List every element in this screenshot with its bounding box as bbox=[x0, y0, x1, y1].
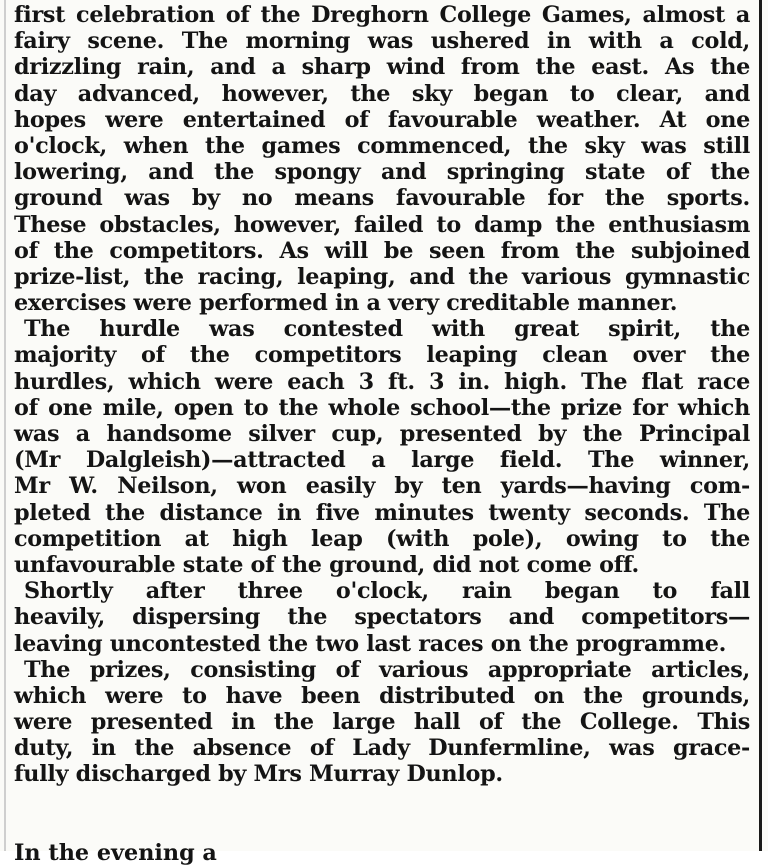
article-line: Shortly after three o'clock, rain began to fall bbox=[24, 578, 750, 605]
article-line: hopes were entertained of favourable weather. At one bbox=[14, 106, 750, 133]
cut-off-line bbox=[14, 840, 750, 866]
article-line: competition at high leap (with pole), owing to the bbox=[14, 525, 750, 552]
left-edge-rule bbox=[4, 0, 6, 851]
article-line: The prizes, consisting of various appropriate articles, bbox=[24, 656, 750, 683]
cut-off-text: In the evening a bbox=[14, 840, 217, 866]
article-line: first celebration of the Dreghorn College Games, almost a bbox=[14, 2, 750, 28]
article-body bbox=[14, 2, 750, 788]
article-line: ground was by no means favourable for the sports. bbox=[14, 185, 750, 212]
article-line: day advanced, however, the sky began to clear, and bbox=[14, 80, 750, 107]
article-line: These obstacles, however, failed to damp the enthusiasm bbox=[14, 211, 750, 238]
article-line: lowering, and the spongy and springing state of the bbox=[14, 159, 750, 186]
article-line: drizzling rain, and a sharp wind from the east. As the bbox=[14, 54, 750, 81]
article-line: The hurdle was contested with great spirit, the bbox=[24, 316, 750, 343]
article-line: unfavourable state of the ground, did not come off. bbox=[14, 551, 639, 578]
article-line: were presented in the large hall of the College. This bbox=[14, 709, 750, 736]
article-line: which were to have been distributed on the grounds, bbox=[14, 682, 750, 709]
article-line: exercises were performed in a very creditable manner. bbox=[14, 290, 678, 317]
article-line: was a handsome silver cup, presented by the Principal bbox=[14, 421, 750, 447]
article-line: of one mile, open to the whole school—the prize for which bbox=[14, 394, 750, 421]
article-line: fairy scene. The morning was ushered in with a cold, bbox=[14, 28, 750, 55]
column-rule bbox=[759, 0, 762, 851]
article-line: pleted the distance in five minutes twenty seconds. The bbox=[14, 499, 750, 526]
article-line: duty, in the absence of Lady Dunfermline, was grace- bbox=[14, 735, 750, 762]
article-line: prize-list, the racing, leaping, and the various gymnastic bbox=[14, 263, 750, 290]
article-line: (Mr Dalgleish)—attracted a large field. The winner, bbox=[14, 447, 750, 474]
article-line: hurdles, which were each 3 ft. 3 in. high. The flat race bbox=[14, 368, 750, 395]
article-line: leaving uncontested the two last races on the programme. bbox=[14, 630, 727, 657]
article-line: fully discharged by Mrs Murray Dunlop. bbox=[14, 761, 503, 788]
article-line: of the competitors. As will be seen from the subjoined bbox=[14, 237, 750, 264]
article-line: heavily, dispersing the spectators and competitors— bbox=[14, 604, 750, 631]
article-line: o'clock, when the games commenced, the sky was still bbox=[14, 132, 750, 159]
article-line: Mr W. Neilson, won easily by ten yards—having com- bbox=[14, 473, 750, 500]
article-line: majority of the competitors leaping clean over the bbox=[14, 342, 750, 369]
